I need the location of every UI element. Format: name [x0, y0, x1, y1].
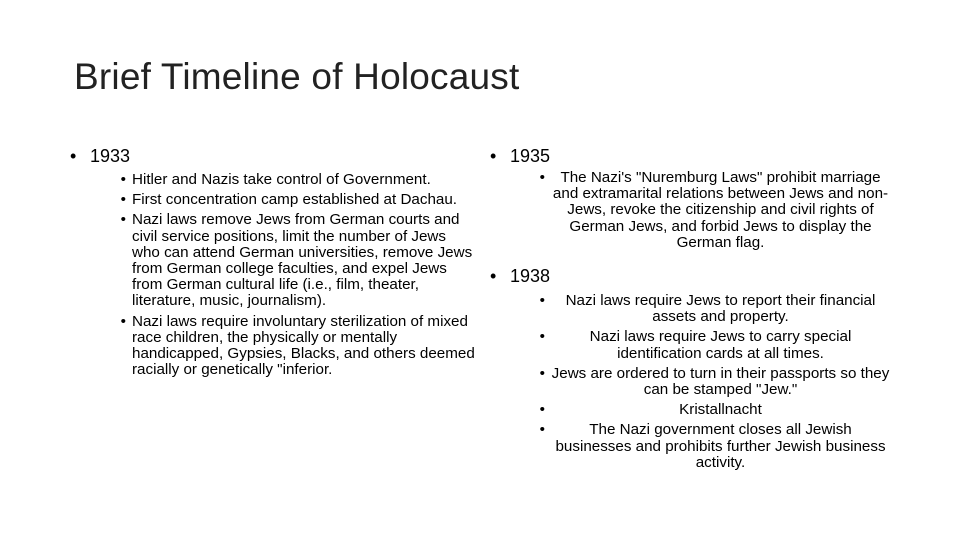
list-item-text: The Nazi government closes all Jewish businesses and prohibits further Jewish business activity.	[555, 421, 886, 471]
list-item	[526, 170, 890, 251]
bullet-icon: •	[120, 211, 126, 229]
list-item	[526, 402, 890, 418]
list-item-text: The Nazi's "Nuremburg Laws" prohibit marriage and extramarital relations between Jews and non-Jews, revoke the citizenship and civil rights of German Jews, and forbid Jews to display the German flag.	[552, 169, 889, 251]
bullet-icon: •	[490, 146, 497, 166]
year-label: 1938	[510, 266, 551, 287]
events-1935-list	[526, 170, 890, 251]
list-item	[526, 366, 890, 398]
left-column	[70, 145, 475, 378]
list-item-text: Hitler and Nazis take control of Government.	[132, 171, 431, 188]
bullet-icon: •	[70, 146, 77, 166]
list-item-text: Nazi laws require Jews to carry special identification cards at all times.	[589, 328, 852, 362]
bullet-icon: •	[539, 364, 545, 382]
year-1938-heading	[490, 265, 890, 287]
list-item	[107, 172, 475, 188]
bullet-icon: •	[120, 191, 126, 209]
bullet-icon: •	[539, 169, 545, 186]
year-1933-heading	[70, 145, 475, 167]
list-item	[526, 422, 890, 471]
bullet-icon: •	[120, 312, 126, 330]
bullet-icon: •	[120, 171, 126, 188]
bullet-icon: •	[539, 328, 545, 346]
list-item	[107, 192, 475, 208]
list-item-text: Jews are ordered to turn in their passports so they can be stamped "Jew."	[551, 364, 890, 399]
list-item	[526, 329, 890, 361]
slide-title: Brief Timeline of Holocaust	[74, 56, 520, 97]
list-item	[107, 212, 475, 309]
year-label: 1935	[510, 146, 551, 166]
list-item	[107, 314, 475, 379]
year-label: 1933	[90, 146, 131, 166]
bullet-icon: •	[539, 292, 545, 310]
events-1938-list	[526, 293, 890, 471]
right-column	[490, 145, 890, 471]
bullet-icon: •	[490, 266, 497, 287]
list-item-text: Nazi laws require Jews to report their financial assets and property.	[565, 292, 876, 326]
events-1933-list	[107, 172, 475, 378]
list-item-text: Nazi laws require involuntary sterilization of mixed race children, the physically or mentally handicapped, Gypsies, Blacks, and others deemed racially or genetically "inferior.	[132, 312, 475, 379]
list-item-text: First concentration camp established at Dachau.	[132, 191, 458, 209]
year-1935-heading	[490, 145, 890, 167]
list-item-text: Kristallnacht	[679, 401, 762, 419]
list-item	[526, 293, 890, 325]
list-item-text: Nazi laws remove Jews from German courts and civil service positions, limit the number of Jews who can attend German universities, remove Jews from German college faculties, and expel Jews from German cultural life (i.e., film, theater, literature, music, journalism).	[132, 211, 473, 310]
bullet-icon: •	[539, 421, 545, 439]
bullet-icon: •	[539, 401, 545, 419]
